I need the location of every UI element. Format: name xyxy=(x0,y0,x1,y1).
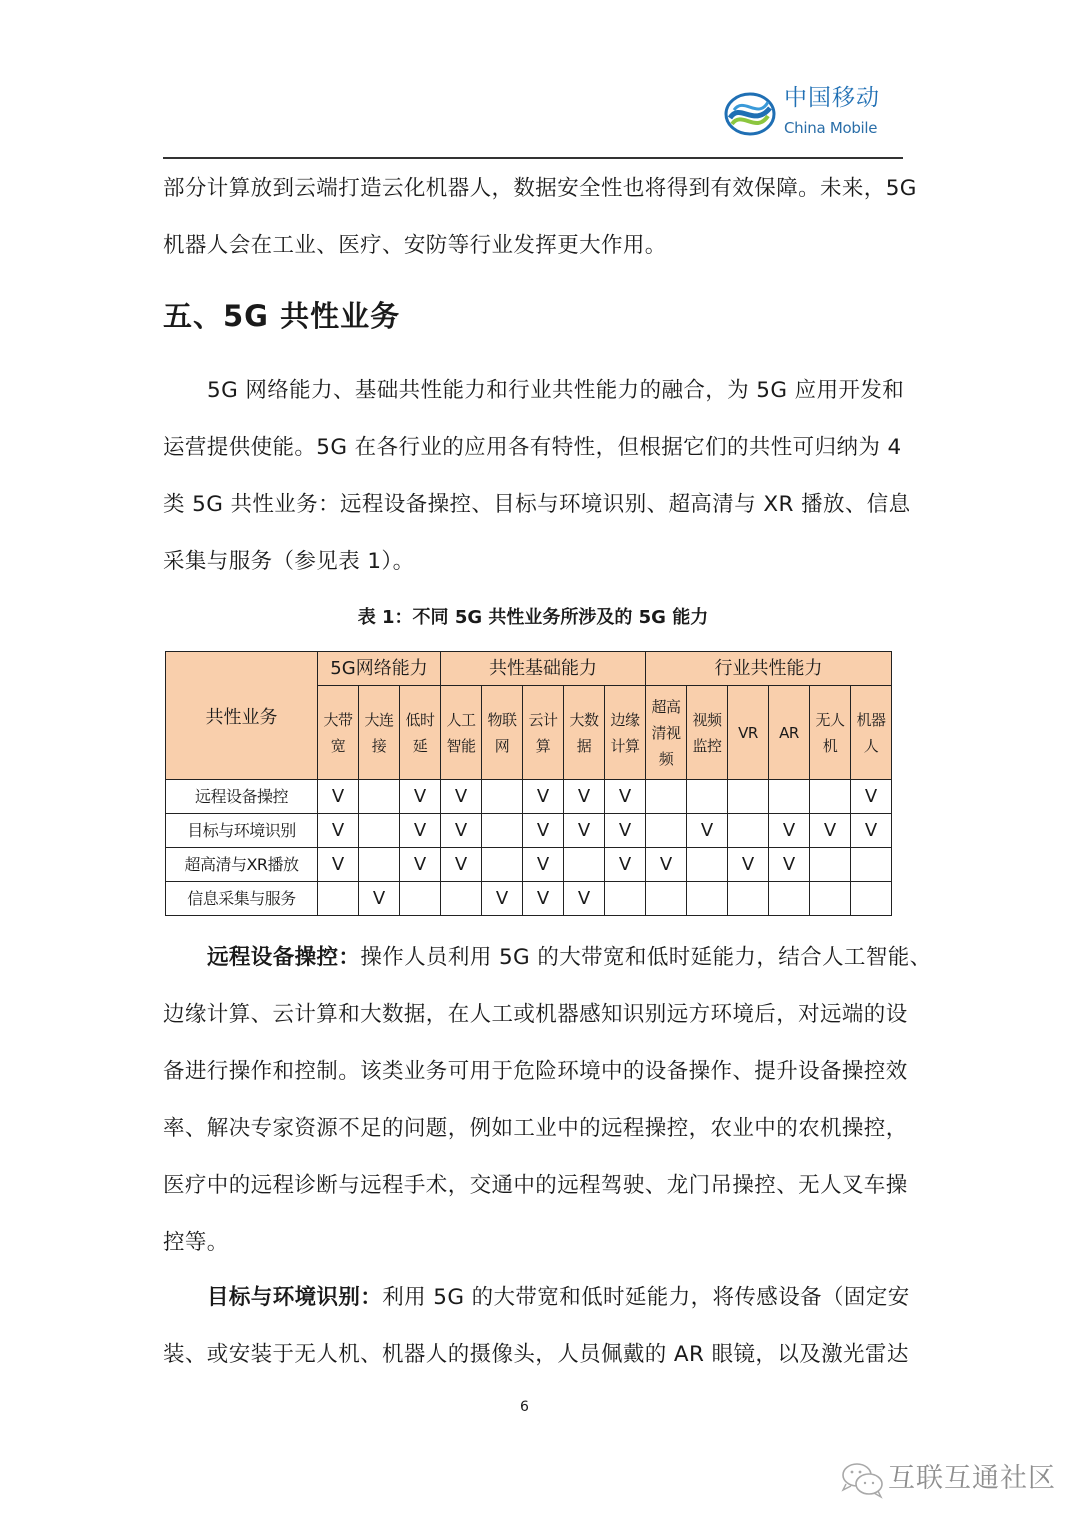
column-header-line: 视频 xyxy=(692,710,722,729)
column-header xyxy=(564,686,605,780)
column-header xyxy=(523,686,564,780)
term-target-recognition: 目标与环境识别： xyxy=(207,1285,383,1310)
column-header xyxy=(441,686,482,780)
column-header-line: 低时 xyxy=(405,710,435,729)
capability-check-cell: V xyxy=(564,780,605,814)
watermark-text: 互联互通社区 xyxy=(888,1463,1056,1494)
table-body xyxy=(166,780,892,916)
column-header xyxy=(851,686,892,780)
paragraph-line: 率、解决专家资源不足的问题，例如工业中的远程操控，农业中的农机操控， xyxy=(163,1116,908,1141)
empty-cell xyxy=(728,882,769,916)
capability-check-cell: V xyxy=(441,780,482,814)
capability-table xyxy=(165,651,892,916)
empty-cell xyxy=(728,780,769,814)
empty-cell xyxy=(728,814,769,848)
column-header-line: 大带 xyxy=(323,710,353,729)
column-header-line: 算 xyxy=(535,736,551,755)
empty-cell xyxy=(687,882,728,916)
table-row xyxy=(166,882,892,916)
empty-cell xyxy=(769,780,810,814)
column-header-line: 人工 xyxy=(446,710,476,729)
column-header-line: 无人 xyxy=(815,710,845,729)
column-header-line: 频 xyxy=(658,749,674,768)
paragraph-line: 边缘计算、云计算和大数据，在人工或机器感知识别远方环境后，对远端的设 xyxy=(163,1002,908,1027)
column-header-line: AR xyxy=(779,723,799,742)
group-header-industry: 行业共性能力 xyxy=(646,652,892,686)
target-recognition-paragraph xyxy=(163,1269,910,1383)
capability-check-cell: V xyxy=(564,882,605,916)
column-header xyxy=(605,686,646,780)
section-paragraph xyxy=(163,362,911,590)
column-header xyxy=(482,686,523,780)
paragraph-line: 装、或安装于无人机、机器人的摄像头，人员佩戴的 AR 眼镜，以及激光雷达 xyxy=(163,1342,909,1367)
table-row xyxy=(166,780,892,814)
capability-check-cell: V xyxy=(441,814,482,848)
capability-check-cell: V xyxy=(605,848,646,882)
capability-check-cell: V xyxy=(359,882,400,916)
row-header-cell: 共性业务 xyxy=(166,652,318,780)
empty-cell xyxy=(564,848,605,882)
empty-cell xyxy=(605,882,646,916)
capability-check-cell: V xyxy=(318,780,359,814)
column-header-line: 物联 xyxy=(487,710,517,729)
empty-cell xyxy=(482,814,523,848)
column-header-line: 边缘 xyxy=(610,710,640,729)
empty-cell xyxy=(318,882,359,916)
capability-check-cell: V xyxy=(400,848,441,882)
empty-cell xyxy=(441,882,482,916)
capability-check-cell: V xyxy=(769,814,810,848)
paragraph-line xyxy=(163,929,932,986)
empty-cell xyxy=(769,882,810,916)
section-title: 五、5G 共性业务 xyxy=(163,299,401,333)
empty-cell xyxy=(851,848,892,882)
table-caption: 表 1：不同 5G 共性业务所涉及的 5G 能力 xyxy=(357,607,709,628)
empty-cell xyxy=(359,814,400,848)
column-header xyxy=(646,686,687,780)
capability-check-cell: V xyxy=(646,848,687,882)
empty-cell xyxy=(687,848,728,882)
capability-check-cell: V xyxy=(523,882,564,916)
watermark xyxy=(840,1458,1060,1502)
column-header-line: 接 xyxy=(371,736,387,755)
capability-check-cell: V xyxy=(400,814,441,848)
capability-check-cell: V xyxy=(441,848,482,882)
paragraph-line: 部分计算放到云端打造云化机器人，数据安全性也将得到有效保障。未来，5G xyxy=(163,176,917,201)
capability-check-cell: V xyxy=(605,814,646,848)
header-divider xyxy=(163,157,903,159)
paragraph-line: 机器人会在工业、医疗、安防等行业发挥更大作用。 xyxy=(163,233,667,258)
empty-cell xyxy=(646,814,687,848)
empty-cell xyxy=(810,780,851,814)
capability-check-cell: V xyxy=(523,848,564,882)
empty-cell xyxy=(687,780,728,814)
column-header-line: 宽 xyxy=(330,736,346,755)
column-header-line: 计算 xyxy=(610,736,640,755)
row-label: 信息采集与服务 xyxy=(166,882,318,916)
capability-check-cell: V xyxy=(728,848,769,882)
column-header-line: 超高 xyxy=(651,697,681,716)
row-label: 目标与环境识别 xyxy=(166,814,318,848)
empty-cell xyxy=(646,780,687,814)
column-header xyxy=(810,686,851,780)
term-remote-control: 远程设备操控： xyxy=(207,945,361,970)
empty-cell xyxy=(646,882,687,916)
column-header-line: 延 xyxy=(412,736,428,755)
paragraph-line: 医疗中的远程诊断与远程手术，交通中的远程驾驶、龙门吊操控、无人叉车操 xyxy=(163,1173,908,1198)
empty-cell xyxy=(359,780,400,814)
capability-check-cell: V xyxy=(687,814,728,848)
column-header-line: 机 xyxy=(822,736,838,755)
intro-paragraph xyxy=(163,160,917,274)
column-header-line: 监控 xyxy=(692,736,722,755)
paragraph-line: 备进行操作和控制。该类业务可用于危险环境中的设备操作、提升设备操控效 xyxy=(163,1059,908,1084)
paragraph-line xyxy=(163,1269,910,1326)
table-group-header-row xyxy=(166,652,892,686)
capability-check-cell: V xyxy=(523,814,564,848)
empty-cell xyxy=(482,780,523,814)
paragraph-line: 控等。 xyxy=(163,1230,229,1255)
capability-check-cell: V xyxy=(482,882,523,916)
column-header-line: 机器 xyxy=(856,710,886,729)
empty-cell xyxy=(810,882,851,916)
paragraph-text: 利用 5G 的大带宽和低时延能力，将传感设备（固定安 xyxy=(382,1285,910,1310)
empty-cell xyxy=(851,882,892,916)
column-header xyxy=(687,686,728,780)
group-header-network: 5G网络能力 xyxy=(318,652,441,686)
capability-check-cell: V xyxy=(400,780,441,814)
china-mobile-logo xyxy=(724,84,900,144)
capability-check-cell: V xyxy=(523,780,564,814)
capability-check-cell: V xyxy=(605,780,646,814)
china-mobile-logo-icon xyxy=(724,88,776,140)
table-row xyxy=(166,848,892,882)
column-header-line: 大数 xyxy=(569,710,599,729)
logo-english-text: China Mobile xyxy=(784,119,878,137)
paragraph-line: 采集与服务（参见表 1）。 xyxy=(163,549,415,574)
column-header-line: 大连 xyxy=(364,710,394,729)
column-header-line: 云计 xyxy=(528,710,558,729)
column-header-line: 据 xyxy=(576,736,592,755)
remote-control-paragraph xyxy=(163,929,932,1271)
paragraph-text: 操作人员利用 5G 的大带宽和低时延能力，结合人工智能、 xyxy=(360,945,932,970)
capability-check-cell: V xyxy=(769,848,810,882)
capability-check-cell: V xyxy=(318,848,359,882)
row-label: 远程设备操控 xyxy=(166,780,318,814)
paragraph-line: 类 5G 共性业务：远程设备操控、目标与环境识别、超高清与 XR 播放、信息 xyxy=(163,492,911,517)
column-header xyxy=(359,686,400,780)
group-header-basic: 共性基础能力 xyxy=(441,652,646,686)
page-number: 6 xyxy=(520,1399,529,1415)
column-header xyxy=(728,686,769,780)
empty-cell xyxy=(810,848,851,882)
column-header-line: 智能 xyxy=(446,736,476,755)
paragraph-line: 运营提供使能。5G 在各行业的应用各有特性，但根据它们的共性可归纳为 4 xyxy=(163,435,902,460)
capability-check-cell: V xyxy=(810,814,851,848)
column-header-line: VR xyxy=(738,723,758,742)
capability-check-cell: V xyxy=(851,780,892,814)
column-header xyxy=(769,686,810,780)
column-header-line: 网 xyxy=(494,736,510,755)
wechat-icon xyxy=(840,1460,886,1500)
paragraph-line: 5G 网络能力、基础共性能力和行业共性能力的融合，为 5G 应用开发和 xyxy=(207,378,905,403)
row-label: 超高清与XR播放 xyxy=(166,848,318,882)
capability-check-cell: V xyxy=(318,814,359,848)
capability-check-cell: V xyxy=(564,814,605,848)
capability-check-cell: V xyxy=(851,814,892,848)
table-row xyxy=(166,814,892,848)
column-header xyxy=(400,686,441,780)
empty-cell xyxy=(482,848,523,882)
column-header xyxy=(318,686,359,780)
column-header-line: 人 xyxy=(863,736,879,755)
empty-cell xyxy=(359,848,400,882)
empty-cell xyxy=(400,882,441,916)
logo-chinese-text: 中国移动 xyxy=(784,85,880,111)
column-header-line: 清视 xyxy=(651,723,681,742)
